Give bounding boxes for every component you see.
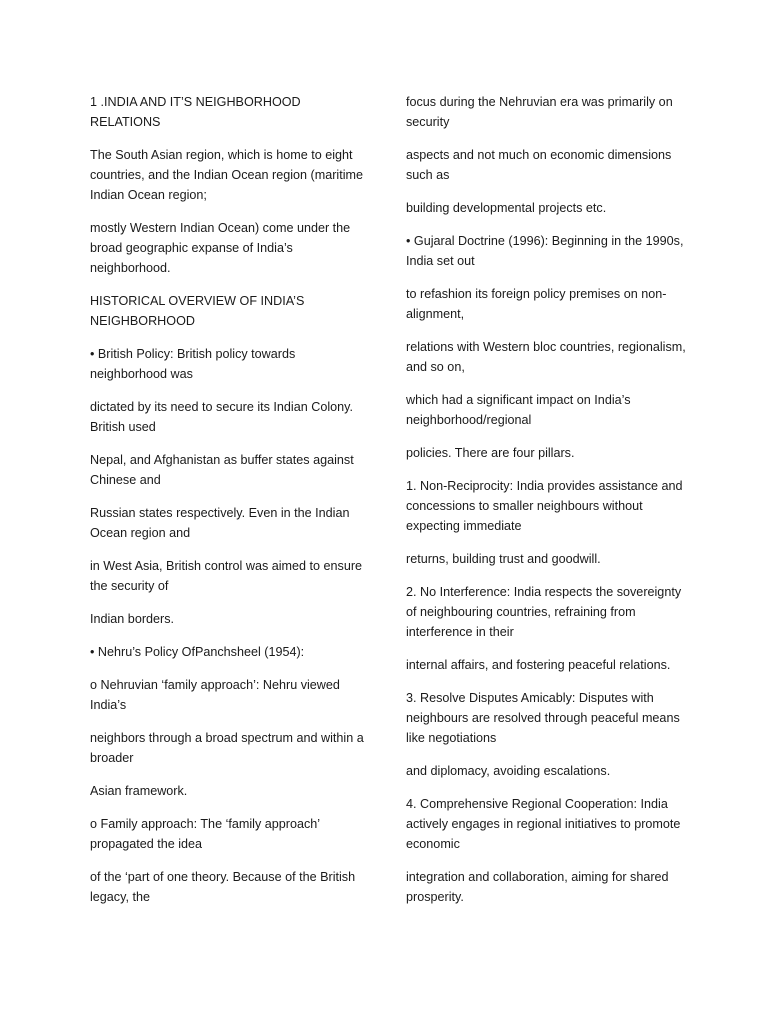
paragraph: policies. There are four pillars. — [406, 446, 575, 460]
numbered-paragraph: 4. Comprehensive Regional Cooperation: India actively engages in regional initiatives to promote economic — [406, 797, 681, 851]
paragraph: internal affairs, and fostering peaceful relations. — [406, 658, 671, 672]
numbered-paragraph: 1. Non-Reciprocity: India provides assistance and concessions to smaller neighbours without expecting immediate — [406, 479, 683, 533]
left-column — [90, 92, 368, 920]
paragraph: to refashion its foreign policy premises on non-alignment, — [406, 287, 667, 321]
paragraph: returns, building trust and goodwill. — [406, 552, 601, 566]
paragraph: and diplomacy, avoiding escalations. — [406, 764, 611, 778]
numbered-paragraph: 2. No Interference: India respects the sovereignty of neighbouring countries, refraining from interference in their — [406, 585, 682, 639]
paragraph: neighbors through a broad spectrum and within a broader — [90, 731, 364, 765]
paragraph: integration and collaboration, aiming for shared prosperity. — [406, 870, 669, 904]
paragraph: relations with Western bloc countries, regionalism, and so on, — [406, 340, 686, 374]
paragraph: which had a significant impact on India’s neighborhood/regional — [406, 393, 631, 427]
section-heading: 1 .INDIA AND IT’S NEIGHBORHOOD RELATIONS — [90, 95, 301, 129]
paragraph: in West Asia, British control was aimed to ensure the security of — [90, 559, 363, 593]
paragraph: Russian states respectively. Even in the Indian Ocean region and — [90, 506, 350, 540]
paragraph: dictated by its need to secure its Indian Colony. British used — [90, 400, 353, 434]
bullet-paragraph: • Nehru’s Policy OfPanchsheel (1954): — [90, 645, 305, 659]
sub-bullet-paragraph: o Family approach: The ‘family approach’ propagated the idea — [90, 817, 320, 851]
paragraph: Asian framework. — [90, 784, 188, 798]
paragraph: Indian borders. — [90, 612, 175, 626]
right-column — [406, 92, 686, 920]
paragraph: Nepal, and Afghanistan as buffer states against Chinese and — [90, 453, 354, 487]
bullet-paragraph: • Gujaral Doctrine (1996): Beginning in the 1990s, India set out — [406, 234, 684, 268]
paragraph: building developmental projects etc. — [406, 201, 607, 215]
numbered-paragraph: 3. Resolve Disputes Amicably: Disputes with neighbours are resolved through peaceful means like negotiations — [406, 691, 680, 745]
bullet-paragraph: • British Policy: British policy towards neighborhood was — [90, 347, 296, 381]
paragraph: The South Asian region, which is home to eight countries, and the Indian Ocean region (maritime Indian Ocean region; — [90, 148, 364, 202]
paragraph: focus during the Nehruvian era was primarily on security — [406, 95, 673, 129]
subsection-heading: HISTORICAL OVERVIEW OF INDIA’S NEIGHBORHOOD — [90, 294, 305, 328]
paragraph: aspects and not much on economic dimensions such as — [406, 148, 672, 182]
paragraph: of the ‘part of one theory. Because of the British legacy, the — [90, 870, 356, 904]
sub-bullet-paragraph: o Nehruvian ‘family approach’: Nehru viewed India’s — [90, 678, 340, 712]
paragraph: mostly Western Indian Ocean) come under the broad geographic expanse of India’s neighborhood. — [90, 221, 351, 275]
